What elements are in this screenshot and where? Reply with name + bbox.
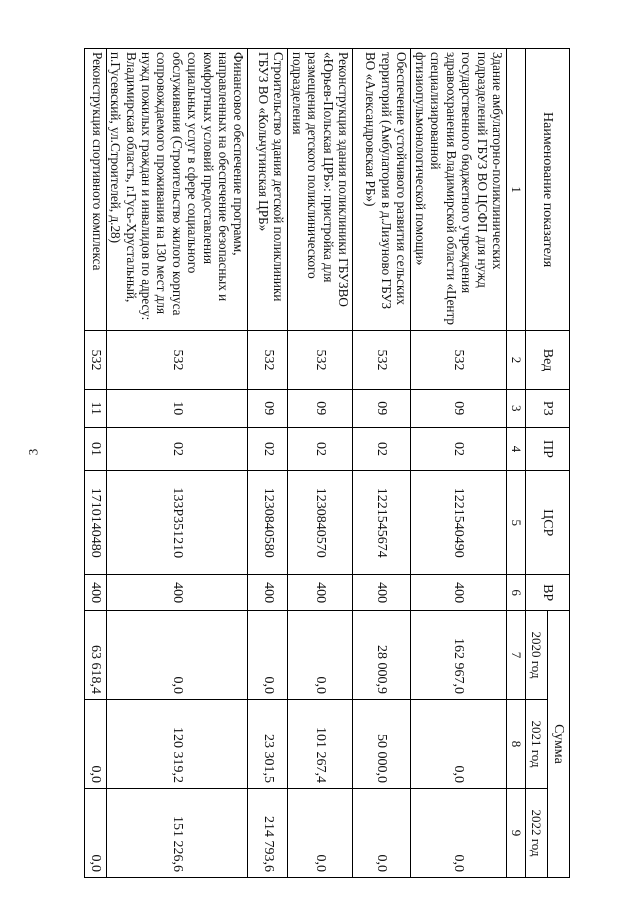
header-2022: 2022 год [526, 788, 548, 877]
col-number: 4 [507, 427, 526, 470]
row-name: Реконструкция здания поликлиники ГБУЗВО «Юрьев-Польская ЦРБ»: пристройка для размещения детского поликлинического подразделения [288, 49, 353, 331]
row-ved: 532 [288, 331, 353, 389]
col-number: 3 [507, 389, 526, 427]
col-number: 7 [507, 610, 526, 699]
table-row [84, 49, 106, 878]
table-row [288, 49, 353, 878]
row-rz: 09 [411, 389, 507, 427]
header-rz: РЗ [526, 389, 570, 427]
row-2022: 214 793,6 [248, 788, 288, 877]
row-vr: 400 [411, 575, 507, 611]
header-2021: 2021 год [526, 699, 548, 788]
row-rz: 09 [353, 389, 411, 427]
table-row [353, 49, 411, 878]
row-rz: 09 [248, 389, 288, 427]
col-number: 8 [507, 699, 526, 788]
page-number: 3 [25, 448, 41, 456]
row-name: Здание амбулаторно-поликлинических подразделений ГБУЗ ВО ЦСФП для нужд государственного бюджетного учреждения здравоохранения Владимирской области «Центр специализированной фтизиопульмонологической помощи» [411, 49, 507, 331]
row-ved: 532 [353, 331, 411, 389]
row-2020: 162 967,0 [411, 610, 507, 699]
row-2020: 0,0 [288, 610, 353, 699]
row-name: Финансовое обеспечение программ, направленных на обеспечение безопасных и комфортных условий предоставления социальных услуг в сфере социального обслуживания (Строительство жилого корпуса сопровождаемого проживания на 130 мест для нужд пожилых граждан и инвалидов по адресу: Владимирская область, г.Гусь-Хрустальный, п.Гусевский, ул.Строителей, д.28) [106, 49, 248, 331]
row-2020: 0,0 [248, 610, 288, 699]
table-row [106, 49, 248, 878]
header-name: Наименование показателя [526, 49, 570, 331]
row-2021: 0,0 [84, 699, 106, 788]
header-pr: ПР [526, 427, 570, 470]
row-csr: 133P351210 [106, 471, 248, 575]
row-2022: 0,0 [288, 788, 353, 877]
row-rz: 10 [106, 389, 248, 427]
header-summa: Сумма [548, 610, 570, 877]
header-2020: 2020 год [526, 610, 548, 699]
row-2022: 0,0 [411, 788, 507, 877]
row-rz: 11 [84, 389, 106, 427]
table-row [248, 49, 288, 878]
col-number: 2 [507, 331, 526, 389]
row-csr: 1230840580 [248, 471, 288, 575]
row-csr: 1221540490 [411, 471, 507, 575]
row-vr: 400 [106, 575, 248, 611]
col-number: 1 [507, 49, 526, 331]
budget-table [84, 48, 570, 878]
row-2022: 151 226,6 [106, 788, 248, 877]
row-vr: 400 [248, 575, 288, 611]
row-pr: 02 [248, 427, 288, 470]
row-2020: 0,0 [106, 610, 248, 699]
row-2021: 23 301,5 [248, 699, 288, 788]
header-vr: ВР [526, 575, 570, 611]
row-csr: 1221545674 [353, 471, 411, 575]
row-pr: 01 [84, 427, 106, 470]
row-pr: 02 [106, 427, 248, 470]
header-ved: Вед [526, 331, 570, 389]
row-pr: 02 [411, 427, 507, 470]
row-rz: 09 [288, 389, 353, 427]
row-2021: 0,0 [411, 699, 507, 788]
row-ved: 532 [411, 331, 507, 389]
row-2020: 28 000,9 [353, 610, 411, 699]
col-number: 5 [507, 471, 526, 575]
row-pr: 02 [288, 427, 353, 470]
row-csr: 1710140480 [84, 471, 106, 575]
row-vr: 400 [84, 575, 106, 611]
header-csr: ЦСР [526, 471, 570, 575]
row-name: Обеспечение устойчивого развития сельских территорий (Амбулатория в д.Лизуново ГБУЗ ВО «Александровская РБ») [353, 49, 411, 331]
row-name: Реконструкция спортивного комплекса [84, 49, 106, 331]
row-vr: 400 [353, 575, 411, 611]
row-2021: 120 319,2 [106, 699, 248, 788]
row-csr: 1230840570 [288, 471, 353, 575]
row-pr: 02 [353, 427, 411, 470]
row-2020: 63 618,4 [84, 610, 106, 699]
row-2021: 50 000,0 [353, 699, 411, 788]
row-vr: 400 [288, 575, 353, 611]
row-ved: 532 [106, 331, 248, 389]
row-2021: 101 267,4 [288, 699, 353, 788]
rotated-table-wrapper [88, 48, 570, 878]
col-number: 9 [507, 788, 526, 877]
row-name: Строительство здания детской поликлиники ГБУЗ ВО «Кольчугинская ЦРБ» [248, 49, 288, 331]
table-row [411, 49, 507, 878]
row-2022: 0,0 [353, 788, 411, 877]
col-number: 6 [507, 575, 526, 611]
row-ved: 532 [248, 331, 288, 389]
row-2022: 0,0 [84, 788, 106, 877]
row-ved: 532 [84, 331, 106, 389]
